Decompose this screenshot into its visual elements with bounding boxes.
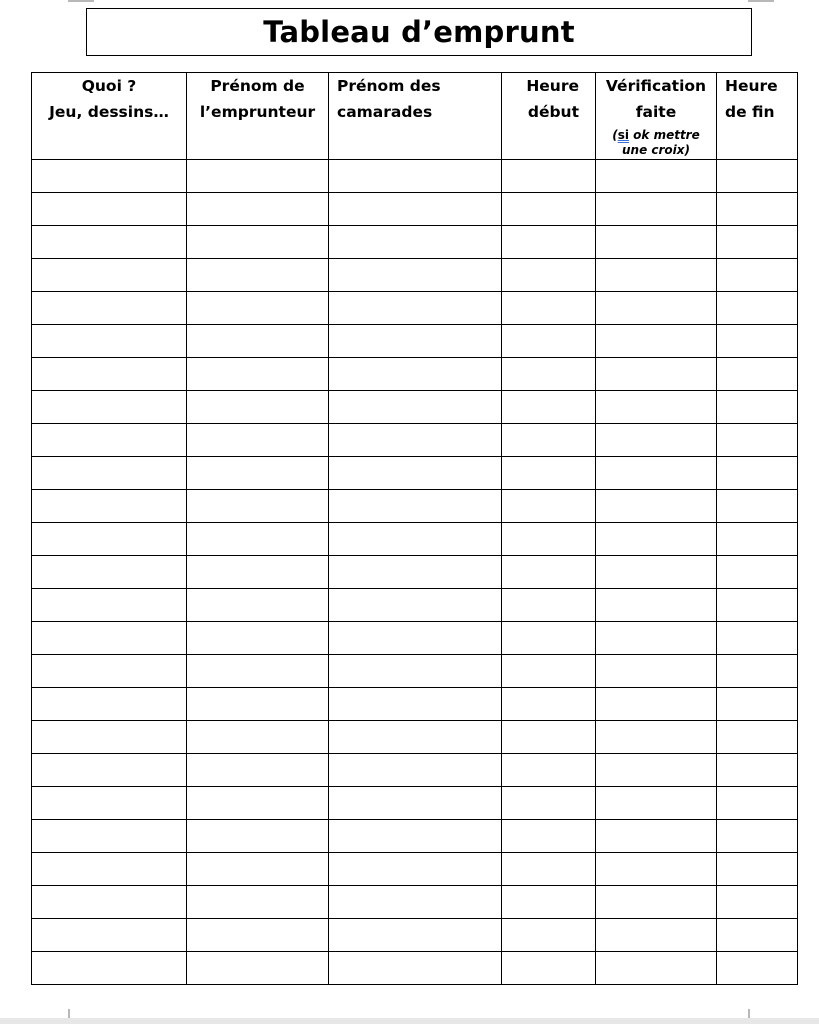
cell-verification[interactable] [596,358,717,391]
cell-heure-fin[interactable] [717,160,798,193]
cell-heure-debut[interactable] [502,655,596,688]
cell-quoi[interactable] [32,820,187,853]
cell-heure-fin[interactable] [717,226,798,259]
cell-quoi[interactable] [32,721,187,754]
cell-quoi[interactable] [32,853,187,886]
cell-prenom-emprunteur[interactable] [187,325,329,358]
cell-prenom-emprunteur[interactable] [187,556,329,589]
cell-prenom-camarades[interactable] [329,325,502,358]
header-prenom-camarades-line2: camarades [337,103,433,121]
cell-quoi[interactable] [32,259,187,292]
table-row [32,787,798,820]
cell-verification[interactable] [596,391,717,424]
cell-prenom-camarades[interactable] [329,424,502,457]
cell-quoi[interactable] [32,886,187,919]
cell-heure-fin[interactable] [717,358,798,391]
cell-heure-fin[interactable] [717,259,798,292]
header-verification-line2: faite [635,103,677,121]
cell-prenom-camarades[interactable] [329,259,502,292]
cell-prenom-camarades[interactable] [329,226,502,259]
cell-quoi[interactable] [32,622,187,655]
loan-table [31,72,798,985]
header-prenom-camarades-line1: Prénom des [337,77,441,95]
cell-prenom-emprunteur[interactable] [187,391,329,424]
cell-heure-debut[interactable] [502,787,596,820]
cell-verification[interactable] [596,490,717,523]
cell-heure-fin[interactable] [717,457,798,490]
cell-heure-fin[interactable] [717,523,798,556]
cell-prenom-emprunteur[interactable] [187,919,329,952]
cell-quoi[interactable] [32,589,187,622]
cell-heure-debut[interactable] [502,589,596,622]
cell-quoi[interactable] [32,292,187,325]
cell-verification[interactable] [596,721,717,754]
top-right-corner-mark [748,0,774,2]
document-title: Tableau d’emprunt [263,15,575,49]
table-row [32,919,798,952]
cell-heure-debut[interactable] [502,853,596,886]
header-heure-debut-line1: Heure [526,77,579,95]
cell-verification[interactable] [596,457,717,490]
cell-heure-debut[interactable] [502,490,596,523]
header-quoi [32,73,187,160]
cell-heure-debut[interactable] [502,193,596,226]
verification-note-si: si [617,128,629,142]
cell-heure-debut[interactable] [502,754,596,787]
table-row [32,523,798,556]
cell-prenom-emprunteur[interactable] [187,688,329,721]
header-prenom-emprunteur [187,73,329,160]
page-bottom-edge [0,1018,819,1024]
header-quoi-line1: Quoi ? [81,77,137,95]
table-row [32,589,798,622]
cell-prenom-camarades[interactable] [329,721,502,754]
cell-prenom-emprunteur[interactable] [187,490,329,523]
cell-verification[interactable] [596,919,717,952]
cell-prenom-emprunteur[interactable] [187,886,329,919]
loan-table-body [32,160,798,985]
cell-quoi[interactable] [32,457,187,490]
header-verification [596,73,717,160]
cell-verification[interactable] [596,622,717,655]
cell-verification[interactable] [596,523,717,556]
cell-heure-debut[interactable] [502,820,596,853]
table-row [32,358,798,391]
cell-quoi[interactable] [32,160,187,193]
cell-verification[interactable] [596,556,717,589]
cell-prenom-camarades[interactable] [329,292,502,325]
cell-prenom-camarades[interactable] [329,391,502,424]
header-prenom-emprunteur-line1: Prénom de [210,77,305,95]
cell-quoi[interactable] [32,523,187,556]
table-row [32,754,798,787]
cell-heure-fin[interactable] [717,292,798,325]
verification-note-rest: ok mettre [628,128,700,142]
cell-heure-fin[interactable] [717,589,798,622]
cell-heure-fin[interactable] [717,391,798,424]
cell-quoi[interactable] [32,952,187,985]
cell-prenom-camarades[interactable] [329,688,502,721]
cell-heure-debut[interactable] [502,688,596,721]
cell-prenom-camarades[interactable] [329,952,502,985]
cell-heure-fin[interactable] [717,853,798,886]
cell-prenom-camarades[interactable] [329,457,502,490]
cell-prenom-emprunteur[interactable] [187,952,329,985]
cell-quoi[interactable] [32,754,187,787]
cell-verification[interactable] [596,325,717,358]
cell-heure-debut[interactable] [502,259,596,292]
cell-verification[interactable] [596,292,717,325]
cell-prenom-emprunteur[interactable] [187,160,329,193]
header-prenom-camarades [329,73,502,160]
table-row [32,952,798,985]
cell-prenom-camarades[interactable] [329,490,502,523]
cell-quoi[interactable] [32,688,187,721]
cell-prenom-emprunteur[interactable] [187,226,329,259]
table-row [32,622,798,655]
cell-quoi[interactable] [32,358,187,391]
cell-heure-debut[interactable] [502,556,596,589]
table-row [32,193,798,226]
cell-heure-fin[interactable] [717,193,798,226]
cell-heure-fin[interactable] [717,424,798,457]
cell-prenom-emprunteur[interactable] [187,721,329,754]
cell-prenom-camarades[interactable] [329,523,502,556]
cell-prenom-camarades[interactable] [329,853,502,886]
cell-verification[interactable] [596,787,717,820]
cell-prenom-camarades[interactable] [329,193,502,226]
verification-note-open: ( [612,128,618,142]
cell-prenom-emprunteur[interactable] [187,259,329,292]
cell-heure-debut[interactable] [502,226,596,259]
table-row [32,721,798,754]
header-heure-fin-line1: Heure [725,77,778,95]
cell-prenom-emprunteur[interactable] [187,655,329,688]
cell-prenom-camarades[interactable] [329,787,502,820]
cell-verification[interactable] [596,193,717,226]
header-verification-line1: Vérification [605,77,707,95]
table-row [32,325,798,358]
cell-prenom-emprunteur[interactable] [187,292,329,325]
cell-quoi[interactable] [32,193,187,226]
table-row [32,820,798,853]
cell-prenom-camarades[interactable] [329,886,502,919]
cell-heure-fin[interactable] [717,721,798,754]
verification-note-line2: une croix) [621,143,690,157]
cell-verification[interactable] [596,259,717,292]
cell-quoi[interactable] [32,787,187,820]
verification-note-line1 [596,128,716,143]
table-row [32,292,798,325]
cell-heure-fin[interactable] [717,490,798,523]
cell-prenom-emprunteur[interactable] [187,589,329,622]
cell-prenom-emprunteur[interactable] [187,358,329,391]
cell-verification[interactable] [596,226,717,259]
cell-heure-fin[interactable] [717,754,798,787]
header-prenom-emprunteur-line2: l’emprunteur [199,103,316,121]
cell-prenom-camarades[interactable] [329,820,502,853]
cell-prenom-emprunteur[interactable] [187,622,329,655]
cell-verification[interactable] [596,952,717,985]
cell-heure-fin[interactable] [717,787,798,820]
cell-heure-debut[interactable] [502,952,596,985]
cell-heure-debut[interactable] [502,292,596,325]
cell-heure-fin[interactable] [717,820,798,853]
table-row [32,160,798,193]
cell-prenom-camarades[interactable] [329,358,502,391]
cell-quoi[interactable] [32,424,187,457]
cell-heure-debut[interactable] [502,886,596,919]
cell-prenom-emprunteur[interactable] [187,424,329,457]
table-row [32,886,798,919]
table-row [32,259,798,292]
table-row [32,424,798,457]
cell-heure-debut[interactable] [502,919,596,952]
cell-heure-fin[interactable] [717,622,798,655]
cell-verification[interactable] [596,820,717,853]
cell-heure-debut[interactable] [502,424,596,457]
cell-prenom-camarades[interactable] [329,556,502,589]
cell-verification[interactable] [596,754,717,787]
header-row [32,73,798,160]
cell-heure-fin[interactable] [717,886,798,919]
cell-quoi[interactable] [32,226,187,259]
cell-heure-fin[interactable] [717,325,798,358]
cell-heure-fin[interactable] [717,688,798,721]
header-heure-debut-line2: début [527,103,579,121]
title-box [86,8,752,56]
header-heure-fin-line2: de fin [725,103,775,121]
cell-prenom-emprunteur[interactable] [187,457,329,490]
cell-quoi[interactable] [32,490,187,523]
cell-prenom-emprunteur[interactable] [187,193,329,226]
cell-heure-debut[interactable] [502,622,596,655]
header-heure-fin [717,73,798,160]
cell-quoi[interactable] [32,655,187,688]
cell-heure-debut[interactable] [502,391,596,424]
cell-heure-fin[interactable] [717,556,798,589]
cell-heure-debut[interactable] [502,358,596,391]
top-left-corner-mark [68,0,94,2]
table-row [32,391,798,424]
cell-prenom-emprunteur[interactable] [187,820,329,853]
header-heure-debut [502,73,596,160]
cell-quoi[interactable] [32,556,187,589]
cell-prenom-camarades[interactable] [329,919,502,952]
cell-heure-debut[interactable] [502,523,596,556]
cell-heure-fin[interactable] [717,655,798,688]
table-row [32,226,798,259]
table-row [32,556,798,589]
cell-prenom-camarades[interactable] [329,622,502,655]
header-quoi-line2: Jeu, dessins… [49,103,169,121]
cell-verification[interactable] [596,160,717,193]
cell-quoi[interactable] [32,325,187,358]
cell-verification[interactable] [596,688,717,721]
cell-verification[interactable] [596,886,717,919]
cell-prenom-camarades[interactable] [329,160,502,193]
cell-prenom-camarades[interactable] [329,589,502,622]
cell-prenom-camarades[interactable] [329,655,502,688]
cell-heure-debut[interactable] [502,325,596,358]
cell-heure-debut[interactable] [502,160,596,193]
table-row [32,490,798,523]
cell-quoi[interactable] [32,919,187,952]
table-row [32,688,798,721]
cell-verification[interactable] [596,655,717,688]
cell-verification[interactable] [596,424,717,457]
cell-heure-debut[interactable] [502,457,596,490]
cell-heure-fin[interactable] [717,952,798,985]
table-row [32,853,798,886]
table-row [32,457,798,490]
cell-prenom-camarades[interactable] [329,754,502,787]
cell-verification[interactable] [596,589,717,622]
cell-heure-debut[interactable] [502,721,596,754]
cell-prenom-emprunteur[interactable] [187,523,329,556]
cell-prenom-emprunteur[interactable] [187,853,329,886]
cell-prenom-emprunteur[interactable] [187,754,329,787]
cell-verification[interactable] [596,853,717,886]
cell-prenom-emprunteur[interactable] [187,787,329,820]
table-row [32,655,798,688]
cell-heure-fin[interactable] [717,919,798,952]
cell-quoi[interactable] [32,391,187,424]
